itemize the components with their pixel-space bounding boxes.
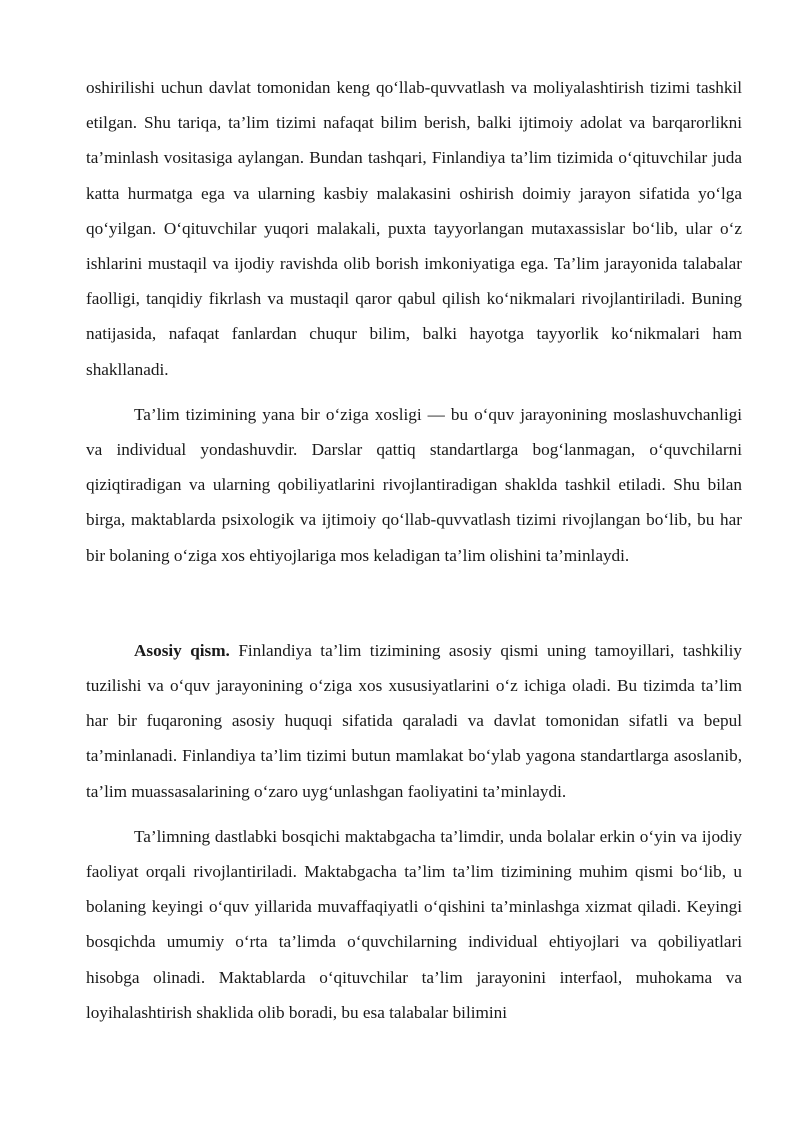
paragraph-main-part — [86, 633, 742, 809]
paragraph-text: Ta’limning dastlabki bosqichi maktabgacha ta’limdir, unda bolalar erkin o‘yin va ijodiy faoliyat orqali rivojlantiriladi. Maktabgacha ta’lim ta’lim tizimining muhim qismi bo‘lib, u bolaning keyingi o‘quv yillarida muvaffaqiyatli o‘qishini ta’minlashga xizmat qiladi. Keyingi bosqichda umumiy o‘rta ta’limda o‘quvchilarning individual ehtiyojlari va qobiliyatlari hisobga olinadi. Maktablarda o‘qituvchilar ta’lim jarayonini interfaol, muhokama va loyihalashtirish shaklida olib boradi, bu esa talabalar bilimini — [86, 826, 742, 1022]
paragraph-text: oshirilishi uchun davlat tomonidan keng qo‘llab-quvvatlash va moliyalashtirish tizimi tashkil etilgan. Shu tariqa, ta’lim tizimi nafaqat bilim berish, balki ijtimoiy adolat va barqarorlikni ta’minlash vositasiga aylangan. Bundan tashqari, Finlandiya ta’lim tizimida o‘qituvchilar juda katta hurmatga ega va ularning kasbiy malakasini oshirish doimiy jarayon sifatida yo‘lga qo‘yilgan. O‘qituvchilar yuqori malakali, puxta tayyorlangan mutaxassislar bo‘lib, ular o‘z ishlarini mustaqil va ijodiy ravishda olib borish imkoniyatiga ega. Ta’lim jarayonida talabalar faolligi, tanqidiy fikrlash va mustaqil qaror qabul qilish ko‘nikmalari rivojlantiriladi. Buning natijasida, nafaqat fanlardan chuqur bilim, balki hayotga tayyorlik ko‘nikmalari ham shakllanadi. — [86, 78, 742, 379]
section-heading: Asosiy qism. — [134, 640, 230, 660]
paragraph-continuation — [86, 70, 742, 387]
paragraph-flexibility — [86, 397, 742, 573]
paragraph-text: Ta’lim tizimining yana bir o‘ziga xosligi — bu o‘quv jarayonining moslashuvchanligi va individual yondashuvdir. Darslar qattiq standartlarga bog‘lanmagan, o‘quvchilarni qiziqtiradigan va ularning qobiliyatlarini rivojlantiradigan shaklda tashkil etiladi. Shu bilan birga, maktablarda psixologik va ijtimoiy qo‘llab-quvvatlash tizimi rivojlangan bo‘lib, bu har bir bolaning o‘ziga xos ehtiyojlariga mos keladigan ta’lim olishini ta’minlaydi. — [86, 404, 742, 565]
document-page — [86, 70, 742, 1030]
paragraph-preschool — [86, 819, 742, 1030]
paragraph-text: Finlandiya ta’lim tizimining asosiy qismi uning tamoyillari, tashkiliy tuzilishi va o‘quv jarayonining o‘ziga xos xususiyatlarini o‘z ichiga oladi. Bu tizimda ta’lim har bir fuqaroning asosiy huquqi sifatida qaraladi va davlat tomonidan sifatli va bepul ta’minlanadi. Finlandiya ta’lim tizimi butun mamlakat bo‘ylab yagona standartlarga asoslanib, ta’lim muassasalarining o‘zaro uyg‘unlashgan faoliyatini ta’minlaydi. — [86, 640, 743, 801]
